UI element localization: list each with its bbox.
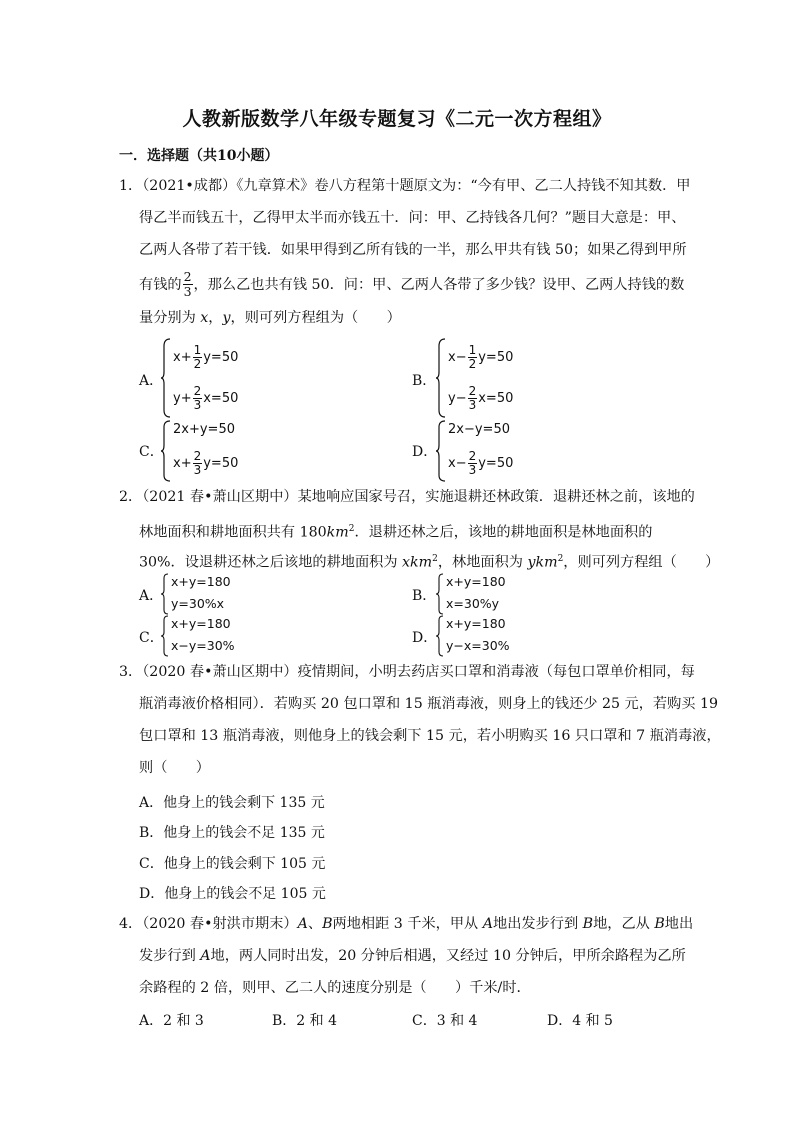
q1-line-2: 得乙半而钱五十，乙得甲太半而亦钱五十．问：甲、乙持钱各几何？”题目大意是：甲、 [139, 210, 686, 226]
eq-text: y=50 [478, 456, 514, 471]
equation-2: y−x=30% [446, 638, 510, 653]
eq-text: x=50 [478, 391, 514, 406]
q4-text: 发步行到 [139, 948, 201, 964]
q3-option-d[interactable]: D．他身上的钱会不足 105 元 [139, 886, 326, 902]
fraction-numerator: 2 [183, 269, 192, 284]
var-x: x [200, 310, 209, 326]
eq-text: x− [448, 350, 467, 365]
equation-2 [173, 450, 238, 477]
fraction [193, 385, 203, 412]
q2-line-3-text-b: ，则可列方程组（ ） [563, 554, 720, 571]
q2-option-c-system[interactable] [160, 615, 270, 657]
eq-text: x=50 [203, 391, 239, 406]
equation-1: 2x−y=50 [448, 422, 510, 437]
superscript: 2 [348, 524, 355, 534]
superscript: 2 [432, 554, 438, 564]
fraction-denominator: 2 [468, 357, 477, 371]
fraction-numerator: 1 [468, 343, 477, 357]
brace-icon [435, 573, 445, 615]
q1-option-c-label[interactable]: C． [139, 444, 164, 460]
q3-option-a[interactable]: A．他身上的钱会剩下 135 元 [139, 795, 325, 811]
fraction [468, 385, 478, 412]
q4-source: 4．（2020 春•射洪市期末） [119, 916, 298, 932]
q2-line-1: 2．（2021 春•萧山区期中）某地响应国家号召，实施退耕还林政策．退耕还林之前，该地的 [119, 489, 695, 505]
q4-text: 地，两人同时出发，20 分钟后相遇，又经过 10 分钟后，甲所余路程为乙所 [210, 948, 686, 964]
equation-1 [448, 344, 513, 371]
fraction-denominator: 2 [193, 357, 202, 371]
section-heading: 一．选择题（共10小题） [119, 148, 279, 164]
q4-option-b[interactable]: B．2 和 4 [272, 1013, 338, 1029]
q4-text: 地出发步行到 [493, 916, 583, 932]
fraction-denominator: 3 [193, 398, 202, 412]
fraction-denominator: 3 [183, 284, 192, 299]
fraction-numerator: 2 [193, 384, 202, 398]
point-b: B [322, 916, 333, 932]
brace-icon [435, 615, 445, 657]
equation-1: x+y=180 [171, 616, 231, 631]
q2-option-d-label[interactable]: D． [412, 630, 438, 646]
brace-icon [160, 338, 172, 418]
q1-line-5-text-b: ，则可列方程组为（ ） [230, 310, 401, 326]
q4-text: 两地相距 3 千米，甲从 [332, 916, 483, 932]
q2-line-2-text-b: ．退耕还林之后，该地的耕地面积是林地面积的 [354, 524, 653, 541]
point-a: A [200, 948, 211, 964]
q2-option-c-label[interactable]: C． [139, 630, 164, 646]
brace-icon [435, 338, 447, 418]
q2-option-b-system[interactable] [435, 573, 545, 615]
equation-2 [173, 385, 238, 412]
q2-line-2-text-a: 林地面积和耕地面积共有 180 [139, 524, 327, 541]
eq-text: y− [448, 391, 467, 406]
eq-text: x+ [173, 350, 192, 365]
q4-line-2 [139, 946, 686, 966]
q4-line-1 [119, 914, 693, 934]
q2-option-d-system[interactable] [435, 615, 545, 657]
brace-icon [435, 420, 447, 482]
q4-line-3: 余路程的 2 倍，则甲、乙二人的速度分别是（ ）千米/时． [139, 980, 531, 996]
fraction-numerator: 1 [193, 343, 202, 357]
q1-line-1: 1．（2021•成都）《九章算术》卷八方程第十题原文为：“今有甲、乙二人持钱不知其数．甲 [119, 178, 691, 194]
q1-line-4-text-a: 有钱的 [139, 276, 182, 293]
equation-2 [448, 385, 513, 412]
q1-line-3: 乙两人各带了若干钱．如果甲得到乙所有钱的一半，那么甲共有钱 50；如果乙得到甲所 [139, 242, 687, 258]
q1-option-d-label[interactable]: D． [412, 444, 438, 460]
eq-text: y=50 [203, 350, 239, 365]
fraction-numerator: 2 [468, 384, 477, 398]
unit-km: km [326, 524, 349, 541]
superscript: 2 [557, 554, 564, 564]
var-y: y [222, 310, 231, 326]
fraction-numerator: 2 [193, 449, 202, 463]
q1-line-5-text-a: 量分别为 [139, 310, 201, 326]
fraction [468, 450, 478, 477]
equation-2: x−y=30% [171, 638, 235, 653]
brace-icon [160, 420, 172, 482]
eq-text: y=50 [203, 456, 239, 471]
page-title: 人教新版数学八年级专题复习《二元一次方程组》 [182, 108, 612, 130]
equation-1: x+y=180 [171, 574, 231, 589]
q1-line-5 [139, 308, 401, 328]
q1-option-a-label[interactable]: A． [139, 373, 164, 389]
q4-option-d[interactable]: D．4 和 5 [547, 1013, 613, 1029]
fraction-denominator: 3 [193, 463, 202, 477]
equation-1: x+y=180 [446, 574, 506, 589]
eq-text: y=50 [478, 350, 514, 365]
q1-option-a-system[interactable] [160, 338, 280, 418]
q3-option-c[interactable]: C．他身上的钱会剩下 105 元 [139, 856, 326, 872]
q4-option-a[interactable]: A．2 和 3 [139, 1013, 204, 1029]
fraction [193, 344, 203, 371]
q2-line-3-text-a: 30%．设退耕还林之后该地的耕地面积为 [139, 554, 403, 571]
separator: 、 [307, 916, 323, 932]
q1-line-4-text-b: ，那么乙也共有钱 50．问：甲、乙两人各带了多少钱？设甲、乙两人持钱的数 [193, 276, 685, 293]
q3-line-2: 瓶消毒液价格相同）．若购买 20 包口罩和 15 瓶消毒液，则身上的钱还少 25 元，若购买 19 [139, 696, 719, 712]
fraction [468, 344, 478, 371]
equation-2: y=30%x [171, 596, 225, 611]
fraction-denominator: 3 [468, 463, 477, 477]
equation-1: 2x+y=50 [173, 422, 235, 437]
q2-line-3-text-mid: ，林地面积为 [437, 554, 528, 571]
brace-icon [160, 573, 170, 615]
equation-2 [448, 450, 513, 477]
fraction-denominator: 3 [468, 398, 477, 412]
brace-icon [160, 615, 170, 657]
q2-option-a-label[interactable]: A． [139, 588, 164, 604]
q1-option-b-label[interactable]: B． [412, 373, 437, 389]
q3-option-b[interactable]: B．他身上的钱会不足 135 元 [139, 825, 325, 841]
q4-text: 地，乙从 [593, 916, 655, 932]
point-a: A [297, 916, 308, 932]
q3-line-3: 包口罩和 13 瓶消毒液，则他身上的钱会剩下 15 元，若小明购买 16 只口罩和 7 瓶消毒液， [139, 728, 721, 744]
q2-line-2 [139, 519, 652, 543]
eq-text: x+ [173, 456, 192, 471]
var-ykm: ykm [527, 554, 558, 571]
q3-line-1: 3．（2020 春•萧山区期中）疫情期间，小明去药店买口罩和消毒液（每包口罩单价相同，每 [119, 664, 695, 680]
q3-line-4: 则（ ） [139, 760, 210, 776]
equation-1 [173, 344, 238, 371]
var-xkm: xkm [402, 554, 433, 571]
q1-option-c-system[interactable] [160, 420, 280, 482]
fraction [193, 450, 203, 477]
q2-option-a-system[interactable] [160, 573, 270, 615]
separator: ， [208, 310, 223, 326]
equation-1: x+y=180 [446, 616, 506, 631]
q1-fraction-two-thirds [183, 270, 193, 299]
point-b: B [654, 916, 665, 932]
point-a: A [482, 916, 493, 932]
q1-option-b-system[interactable] [435, 338, 555, 418]
q4-option-c[interactable]: C．3 和 4 [412, 1013, 478, 1029]
eq-text: x− [448, 456, 467, 471]
point-b: B [582, 916, 594, 932]
eq-text: y+ [173, 391, 192, 406]
q1-line-4 [139, 270, 684, 299]
q4-text: 地出 [664, 916, 694, 932]
equation-2: x=30%y [446, 596, 500, 611]
q2-option-b-label[interactable]: B． [412, 588, 437, 604]
q2-line-3 [139, 549, 719, 573]
fraction-numerator: 2 [468, 449, 477, 463]
q1-option-d-system[interactable] [435, 420, 555, 482]
